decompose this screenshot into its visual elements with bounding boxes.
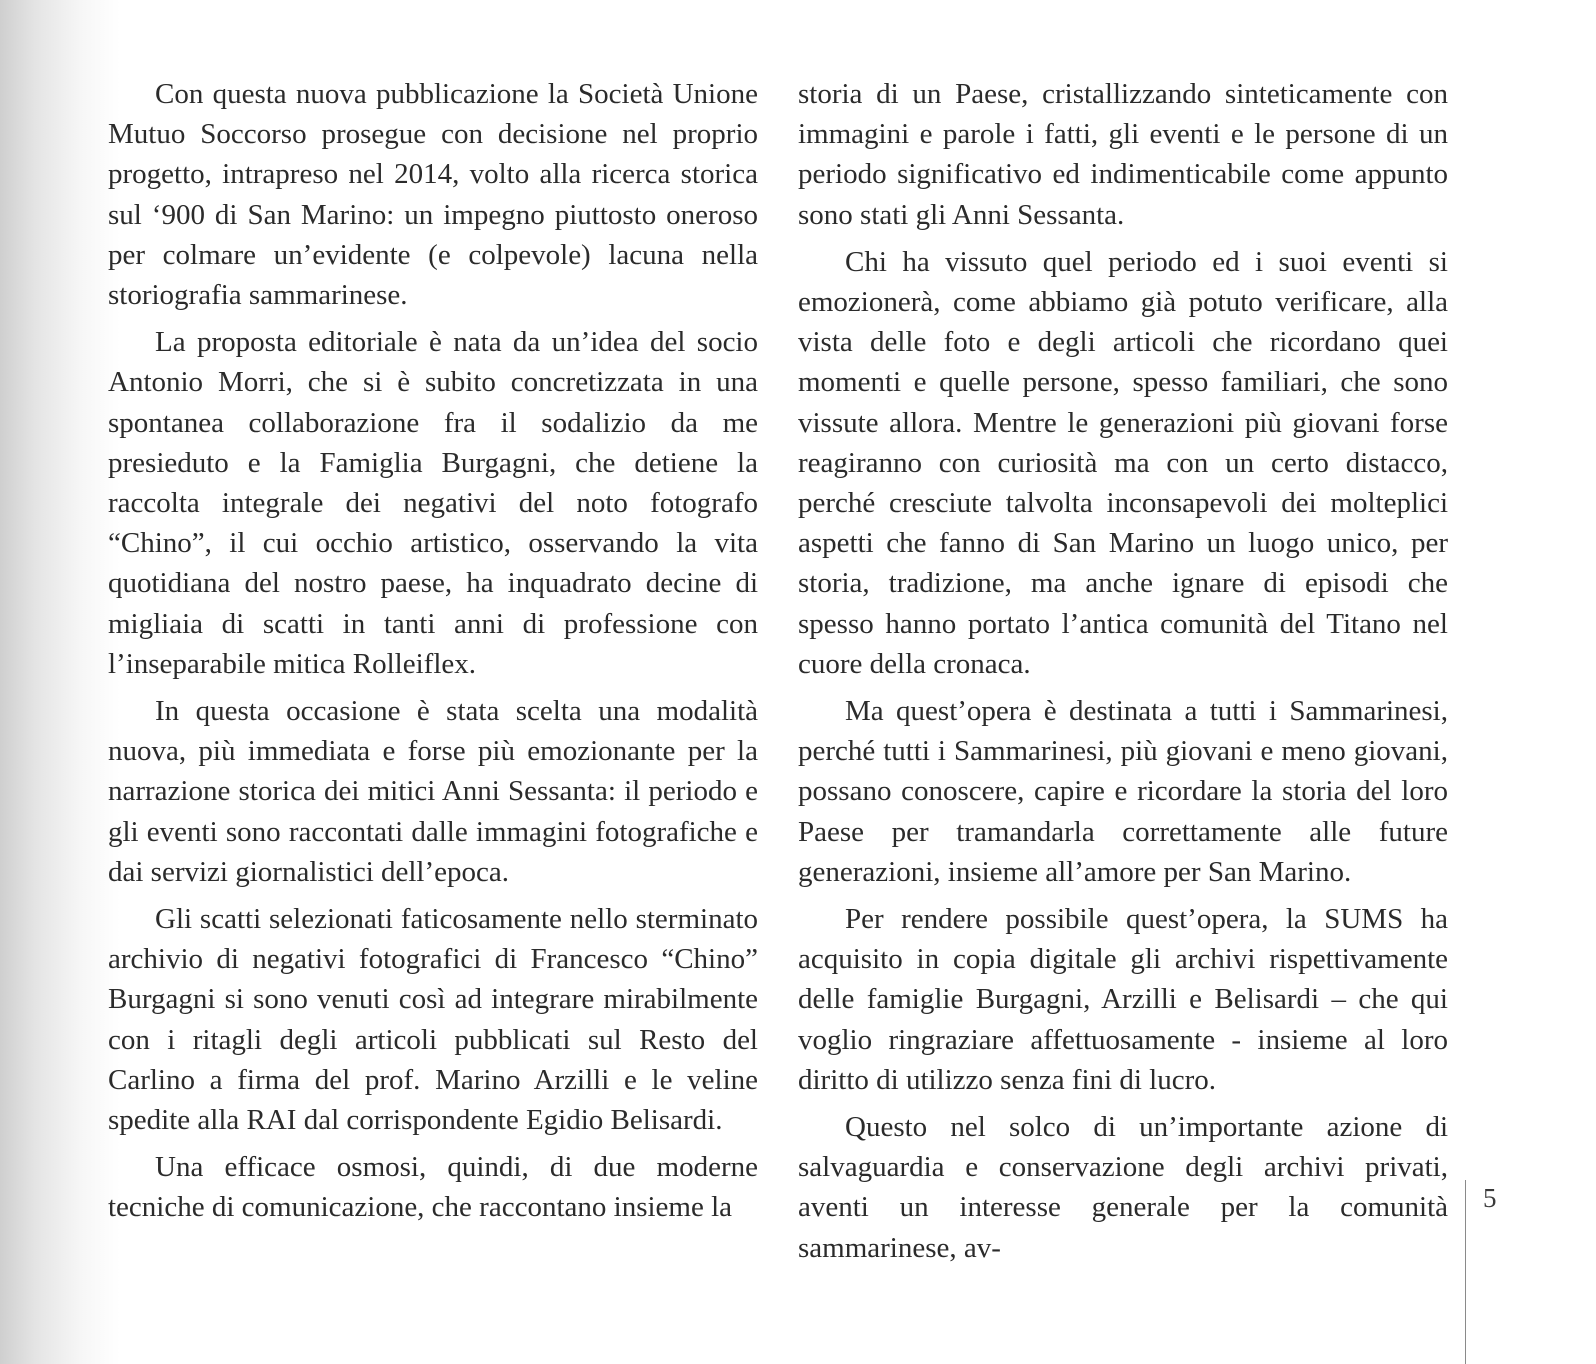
right-text-column [798, 74, 1448, 1275]
paragraph: Chi ha vissuto quel periodo ed i suoi eventi si emozionerà, come abbiamo già potuto verificare, alla vista delle foto e degli articoli che ricordano quei momenti e quelle persone, spesso familiari, che sono vissute allora. Mentre le generazioni più giovani forse reagiranno con curiosità ma con un certo distacco, perché cresciute talvolta inconsapevoli dei molteplici aspetti che fanno di San Marino un luogo unico, per storia, tradizione, ma anche ignare di episodi che spesso hanno portato l’antica comunità del Titano nel cuore della cronaca. [798, 245, 1448, 680]
paragraph: La proposta editoriale è nata da un’idea del socio Antonio Morri, che si è subito concretizzata in una spontanea collaborazione fra il sodalizio da me presieduto e la Famiglia Burgagni, che detiene la raccolta integrale dei negativi del noto fotografo “Chino”, il cui occhio artistico, osservando la vita quotidiana del nostro paese, ha inquadrato decine di migliaia di scatti in tanti anni di professione con l’inseparabile mitica Rolleiflex. [108, 326, 758, 680]
paragraph: In questa occasione è stata scelta una modalità nuova, più immediata e forse più emozionante per la narrazione storica dei mitici Anni Sessanta: il periodo e gli eventi sono raccontati dalle immagini fotografiche e dai servizi giornalistici dell’epoca. [108, 695, 758, 888]
paragraph: Una efficace osmosi, quindi, di due moderne tecniche di comunicazione, che raccontano insieme la [108, 1151, 758, 1224]
paragraph: Ma quest’opera è destinata a tutti i Sammarinesi, perché tutti i Sammarinesi, più giovani e meno giovani, possano conoscere, capire e ricordare la storia del loro Paese per tramandarla correttamente alle future generazioni, insieme all’amore per San Marino. [798, 695, 1448, 888]
paragraph: Gli scatti selezionati faticosamente nello sterminato archivio di negativi fotografici di Francesco “Chino” Burgagni si sono venuti così ad integrare mirabilmente con i ritagli degli articoli pubblicati sul Resto del Carlino a firma del prof. Marino Arzilli e le veline spedite alla RAI dal corrispondente Egidio Belisardi. [108, 903, 758, 1137]
margin-rule [1465, 1180, 1466, 1364]
paragraph-continued: storia di un Paese, cristallizzando sinteticamente con immagini e parole i fatti, gli eventi e le persone di un periodo significativo ed indimenticabile come appunto sono stati gli Anni Sessanta. [798, 78, 1448, 231]
paragraph: Questo nel solco di un’importante azione di salvaguardia e conservazione degli archivi privati, aventi un interesse generale per la comunità sammarinese, av- [798, 1111, 1448, 1264]
left-text-column [108, 74, 758, 1235]
paragraph: Con questa nuova pubblicazione la Società Unione Mutuo Soccorso prosegue con decisione nel proprio progetto, intrapreso nel 2014, volto alla ricerca storica sul ‘900 di San Marino: un impegno piuttosto oneroso per colmare un’evidente (e colpevole) lacuna nella storiografia sammarinese. [108, 78, 758, 312]
page-number: 5 [1483, 1183, 1497, 1213]
paragraph: Per rendere possibile quest’opera, la SUMS ha acquisito in copia digitale gli archivi rispettivamente delle famiglie Burgagni, Arzilli e Belisardi – che qui voglio ringraziare affettuosamente - insieme al loro diritto di utilizzo senza fini di lucro. [798, 903, 1448, 1096]
